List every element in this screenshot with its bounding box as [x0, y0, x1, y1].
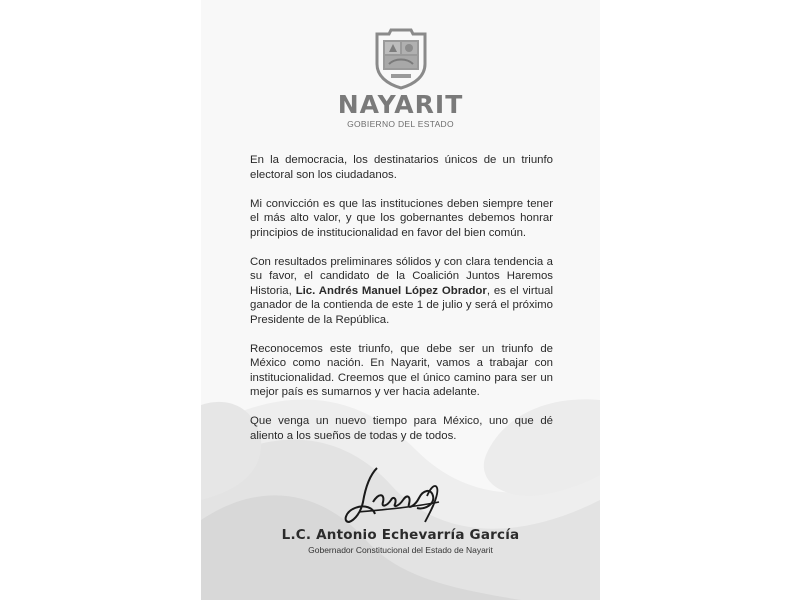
signer-name: L.C. Antonio Echevarría García [281, 527, 520, 543]
paragraph-2: Mi convicción es que las instituciones deben siempre tener el más alto valor, y que los gobernantes debemos honrar principios de institucionalidad en favor del bien común. [250, 197, 553, 239]
state-shield-icon [369, 28, 433, 90]
handwritten-signature [339, 462, 449, 528]
signer-title: Gobernador Constitucional del Estado de Nayarit [308, 545, 493, 555]
paragraph-1: En la democracia, los destinatarios únicos de un triunfo electoral son los ciudadanos. [250, 154, 553, 181]
paragraph-3-end: , es el virtual ganador de la contienda de este 1 de julio y será el próximo Presidente de la República. [250, 284, 553, 326]
paragraph-3 [250, 255, 553, 328]
paragraph-4: Reconocemos este triunfo, que debe ser un triunfo de México como nación. En Nayarit, vamos a trabajar con institucionalidad. Creemos que el único camino para ser un mejor país es sumarnos y ver hacia adelante. [250, 342, 553, 398]
letter-body [250, 153, 553, 458]
paragraph-3-start: Con resultados preliminares sólidos y con clara tendencia a su favor, el candidato de la Coalición Juntos Haremos Historia, [250, 255, 553, 297]
nayarit-logo [201, 28, 600, 129]
logo-state-name: NAYARIT [337, 90, 464, 119]
signer-block [201, 527, 600, 555]
paragraph-5: Que venga un nuevo tiempo para México, uno que dé aliento a los sueños de todas y de todos. [250, 415, 553, 442]
candidate-name: Lic. Andrés Manuel López Obrador [295, 284, 487, 297]
letter-sheet [201, 0, 600, 600]
logo-government: GOBIERNO DEL ESTADO [347, 119, 454, 129]
